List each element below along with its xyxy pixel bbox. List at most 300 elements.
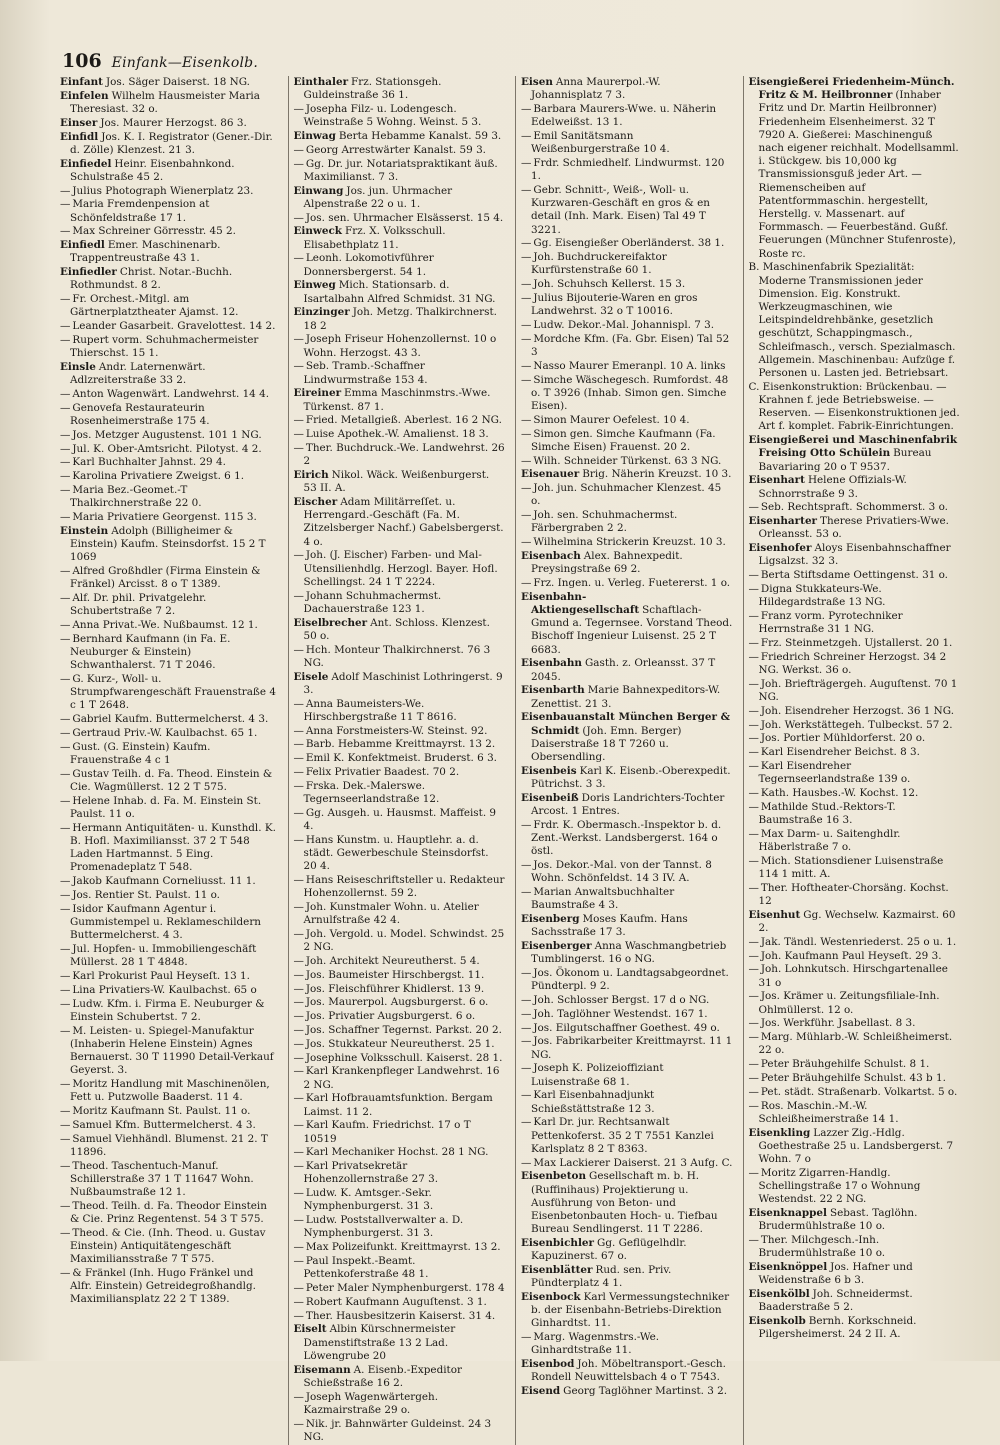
entry-surname: — [521,319,532,331]
entry-details: Gustav Teilh. d. Fa. Theod. Einstein & Cie. Wagmüllerst. 12 2 T 575. [70,767,273,793]
entry-surname: — [521,454,532,467]
entry-details: Joh. Lohnkutsch. Hirschgartenallee 31 o [758,963,948,989]
directory-entry [60,984,278,997]
entry-details: Jos. Fleischführer Khidlerst. 13 9. [305,982,485,995]
entry-details: Alex. Bahnexpedit. Preysingstraße 69 2. [531,549,683,576]
entry-surname: — [60,983,71,996]
directory-entry [521,859,733,885]
directory-entry [60,727,278,740]
entry-surname: — [293,1037,304,1050]
entry-surname: — [293,360,304,373]
entry-surname: — [60,320,71,333]
entry-details: Karl Prokurist Paul Heyseſt. 13 1. [72,969,250,982]
entry-surname: — [60,1104,71,1117]
directory-entry [60,1133,278,1159]
directory-entry [294,725,506,738]
entry-surname: Eisenbahn-Aktiengesellschaft [521,590,640,616]
directory-entry [294,414,506,427]
directory-entry [521,76,733,102]
entry-surname: — [521,427,532,440]
entry-details: Seb. Rechtspraft. Schommerst. 3 o. [760,501,948,514]
directory-entry [294,644,506,670]
entry-details: Max Darm- u. Saitenghdlr. Häberlstraße 7 o. [758,827,901,854]
entry-details: Robert Kaufmann Auguſtenst. 3 1. [305,1295,487,1308]
entry-surname: — [293,968,304,981]
entry-surname: — [293,1065,304,1078]
entry-details: Jos. Portier Mühldorferst. 20 o. [760,732,926,745]
directory-entry [294,306,506,332]
entry-surname: — [521,332,532,345]
directory-entry [749,1207,961,1233]
running-head: Einfank—Eisenkolb. [111,55,258,71]
entry-surname: — [293,252,304,265]
entry-details: Felix Privatier Baadest. 70 2. [305,765,460,778]
entry-details: Gg. Eisengießer Oberländerst. 38 1. [533,237,725,250]
directory-entry [749,909,961,935]
entry-surname: — [748,732,759,745]
entry-surname: — [521,1007,532,1020]
directory-entry [521,792,733,818]
directory-entry [521,550,733,576]
directory-entry [294,901,506,927]
directory-entry [521,1170,733,1236]
directory-entry [60,943,278,969]
directory-entry [521,1008,733,1021]
entry-details: Moses Kaufm. Hans Sachsstraße 17 3. [531,913,688,939]
entry-details: Jul. Hopfen- u. Immobiliengeschäft Müllerst. 28 1 T 4848. [70,942,257,969]
directory-entry [294,983,506,996]
entry-surname: — [60,888,71,901]
entry-details: Emil K. Konfektmeist. Bruderst. 6 3. [305,752,497,765]
directory-entry [294,590,506,616]
entry-details: Therese Privatiers-Wwe. Orleansst. 53 o. [758,515,949,541]
directory-entry [521,657,733,683]
entry-details: Moritz Handlung mit Maschinenölen, Fett u. Putzwolle Baaderst. 11 4. [70,1077,270,1104]
column-4 [743,76,961,1445]
entry-surname: — [521,994,532,1006]
entry-surname: — [748,569,759,582]
directory-entry [749,1234,961,1260]
directory-entry [60,741,278,767]
entry-surname: — [748,854,759,867]
entry-surname: — [521,184,532,196]
directory-entry [521,468,733,481]
page-number: 106 [62,50,102,72]
entry-surname: — [60,767,71,780]
entry-details: (Inhaber Fritz und Dr. Martin Heilbronner) Friedenheim Elsenheimerst. 32 T 7920 A. Gießerei: Maschinenguß nach eigener reichhalt. Modellsamml. i. Stückgew. bis 10,000 kg Transmissionsguß jeder Art. — Riemenscheiben auf Patentformmaschin. hergestellt, Herstellg. v. Massenart. auf Formmasch. — Feuerbeständ. Gußf. Feuerungen (Münchner Stufenroste), Roste rc. [758,89,959,260]
directory-entry [60,1227,278,1267]
directory-entry [294,969,506,982]
directory-entry [60,225,278,238]
entry-surname: — [293,996,304,1009]
directory-entry [60,266,278,292]
entry-surname: Einfiedel [60,157,112,170]
entry-surname: — [748,1058,759,1071]
directory-entry [521,1157,733,1170]
entry-details: Peter Bräuhgehilfe Schulst. 8 1. [760,1058,930,1071]
entry-surname: — [521,576,532,589]
entry-details: Anna Waschmangbetrieb Tumblingerst. 16 o NG. [531,940,727,966]
entry-surname: Eisenhut [748,908,801,921]
entry-details: Bernhard Kaufmann (in Fa. E. Neuburger & Einstein) Schwanthalerst. 71 T 2046. [70,632,231,672]
entry-details: Marg. Mühlarb.-W. Schleißheimerst. 22 o. [758,1031,953,1057]
directory-entry [521,684,733,710]
entry-surname: Einfidl [60,130,99,143]
entry-surname: — [293,157,304,170]
entry-surname: Eisenberger [521,940,592,952]
entry-details: Josepha Filz- u. Lodengesch. Weinstraße 5 Wohng. Weinst. 5 3. [303,103,482,129]
entry-surname: Einstein [60,524,109,537]
entry-details: Jos. K. I. Registrator (Gener.-Dir. d. Zölle) Klenzest. 21 3. [70,130,273,156]
directory-entry [521,184,733,237]
entry-details: Theod. Taschentuch-Manuf. Schillerstraße 37 1 T 11647 Wohn. Nußbaumstraße 12 1. [70,1159,254,1198]
directory-entry [60,673,278,713]
entry-details: Seb. Tramb.-Schaffner Lindwurmstraße 153 4. [303,360,428,386]
entry-surname: Eisenbauanstalt München Berger & Schmidt [521,711,730,737]
entry-details: Marie Bahnexpeditors-W. Zenettist. 21 3. [531,684,721,710]
entry-surname: — [293,806,304,819]
entry-details: Joh. Kaufmann Paul Heyseſt. 29 3. [760,949,942,962]
entry-surname: — [521,373,532,386]
entry-details: Maria Bez.-Geomet.-T Thalkirchnerstraße 22 0. [70,483,202,510]
entry-details: Theod. Teilh. d. Fa. Theodor Einstein & Cie. Prinz Regentenst. 54 3 T 575. [70,1199,267,1225]
directory-entry [294,1310,506,1323]
directory-entry [521,414,733,427]
entry-details: Barbara Maurers-Wwe. u. Näherin Edelweißst. 13 1. [531,103,717,129]
entry-details: Lazzer Zig.-Hdlg. Goethestraße 25 u. Landsbergerst. 7 Wohn. 7 o [758,1126,954,1166]
entry-surname: Einfelen [60,89,109,102]
entry-surname: — [748,963,759,976]
directory-entry [294,1214,506,1240]
entry-surname: Einfant [60,76,103,88]
directory-entry [294,928,506,954]
directory-entry [60,1025,278,1078]
directory-entry [521,333,733,359]
directory-entry [521,360,733,373]
directory-entry [60,484,278,510]
entry-surname: — [60,1118,71,1131]
entry-details: Ludw. K. Amtsger.-Sekr. Nymphenburgerst. 31 3. [303,1187,434,1213]
entry-surname: — [521,292,532,304]
directory-entry [294,1038,506,1051]
entry-details: Pet. städt. Straßenarb. Volkartst. 5 o. [760,1085,958,1098]
entry-details: Joseph K. Polizeioffiziant Luisenstraße 68 1. [531,1062,664,1088]
directory-entry [294,279,506,305]
entry-surname: Eisele [293,670,329,683]
entry-surname: Eisenbod [521,1358,575,1371]
entry-details: Karl Eisenbahnadjunkt Schießstättstraße 12 3. [531,1089,655,1115]
entry-surname: — [293,873,304,886]
directory-entry [294,1119,506,1145]
entry-surname: — [293,697,304,710]
entry-surname: — [293,428,304,441]
entry-details: Aloys Eisenbahnschaffner Ligsalzst. 32 3. [758,542,951,568]
column-2 [288,76,506,1445]
entry-details: Ther. Hoftheater-Chorsäng. Kochst. 12 [758,881,949,908]
entry-surname: — [521,886,532,898]
directory-entry [521,765,733,791]
directory-entry [60,1105,278,1118]
entry-surname: — [60,293,71,306]
entry-details: Maria Fremdenpension at Schönfeldstraße 17 1. [70,198,210,224]
entry-surname: — [748,990,759,1003]
directory-entry [60,822,278,875]
entry-surname: — [521,413,532,426]
entry-surname: — [293,1214,304,1227]
entry-surname: Einzinger [293,306,350,319]
entry-details: Joh. Werkstättegeh. Tulbeckst. 57 2. [760,718,953,731]
entry-details: Karl Vermessungstechniker b. der Eisenbahn-Betriebs-Direktion Ginhardtst. 11. [531,1291,730,1330]
entry-surname: Eisenbach [521,549,581,562]
entry-surname: — [60,1199,71,1212]
entry-surname: — [60,510,71,523]
entry-surname: — [521,278,532,291]
directory-entry [521,428,733,454]
directory-entry [521,130,733,156]
directory-entry [294,496,506,549]
entry-surname: — [60,969,71,982]
entry-surname: Einwang [293,184,344,197]
directory-entry [60,1078,278,1104]
entry-details: Marian Anwaltsbuchhalter Baumstraße 4 3. [531,886,675,912]
entry-details: Andr. Laternenwärt. Adlzreiterstraße 33 2. [70,360,206,387]
entry-details: Georg Arrestwärter Kanalst. 59 3. [305,143,486,156]
directory-entry [521,1116,733,1156]
entry-details: Karl Krankenpfleger Landwehrst. 16 2 NG. [303,1065,500,1091]
entry-surname: — [293,738,304,751]
entry-surname: — [748,1099,759,1112]
entry-surname: Eisen [521,76,553,88]
entry-surname: — [521,536,532,549]
entry-details: Jos. Baumeister Hirschbergst. 11. [305,968,485,981]
entry-surname: — [748,677,759,690]
entry-surname: — [60,1077,71,1090]
entry-details: Leonh. Lokomotivführer Donnersbergerst. 54 1. [303,252,434,278]
entry-surname: Eisengießerei Friedenheim-Münch. Fritz & M. Heilbronner [748,76,955,102]
directory-entry [749,637,961,650]
directory-entry [294,1364,506,1390]
entry-surname: — [60,902,71,915]
entry-details: Kath. Hausbes.-W. Kochst. 12. [760,787,919,800]
entry-surname: — [293,1254,304,1267]
directory-entry [521,711,733,764]
entry-details: Marg. Wagenmstrs.-We. Ginhardtstraße 11. [531,1331,660,1357]
entry-details: C. Eisenkonstruktion: Brückenbau. — Krahnen f. jede Betriebsweise. — Reserven. — Eisenkonstruktionen jed. Art f. komplet. Fabrik-Einrichtungen. [748,380,960,433]
entry-surname: Eisenbahn [521,657,582,670]
directory-entry [749,569,961,582]
entry-surname: Eisenkolb [748,1315,806,1328]
entry-surname: — [748,787,759,800]
directory-entry [749,1315,961,1341]
entry-details: Jos. Schaffner Tegernst. Parkst. 20 2. [305,1023,502,1036]
entry-details: Genovefa Restaurateurin Rosenheimerstraße 175 4. [70,401,210,427]
entry-surname: Eisenbichler [521,1237,595,1249]
directory-entry [521,237,733,250]
entry-details: Karl Kaufm. Friedrichst. 17 o T 10519 [303,1119,471,1145]
directory-entry [294,225,506,251]
entry-details: Ludw. Kfm. i. Firma E. Neuburger & Einstein Schubertst. 7 2. [70,997,265,1023]
directory-entry [294,130,506,143]
entry-surname: Eiselbrecher [293,616,368,629]
entry-details: Frska. Dek.-Malerswe. Tegernseerlandstraße 12. [303,779,440,805]
entry-surname: — [293,1295,304,1308]
entry-surname: — [748,650,759,663]
entry-surname: — [60,740,71,753]
entry-surname: Einweg [293,279,336,292]
entry-surname: Eisenbeis [521,764,577,777]
directory-entry [60,592,278,618]
entry-details: Peter Maler Nymphenburgerst. 178 4 [305,1281,505,1294]
entry-details: Joh. Taglöhner Westendst. 167 1. [533,1007,708,1020]
entry-details: Ant. Schloss. Klenzest. 50 o. [303,616,490,642]
entry-surname: — [60,1226,71,1239]
entry-surname: — [293,833,304,846]
directory-entry [749,1100,961,1126]
directory-entry [294,387,506,413]
entry-surname: — [293,982,304,995]
directory-entry [294,442,506,468]
entry-details: Karl Privatsekretär Hohenzollernstraße 27 3. [303,1160,439,1186]
entry-surname: — [521,1116,532,1129]
directory-entry [60,1160,278,1200]
directory-entry [294,549,506,589]
entry-surname: — [60,1024,71,1037]
entry-surname: — [521,1021,532,1034]
entry-details: Gg. Ausgeh. u. Hausmst. Maffeist. 9 4. [303,806,497,832]
entry-surname: Eirich [293,468,329,481]
directory-entry [294,333,506,359]
entry-details: Ther. Milchgesch.-Inh. Brudermühlstraße 10 o. [758,1234,886,1260]
directory-entry [60,1267,278,1307]
entry-details: Hans Kunstm. u. Hauptlehr. a. d. städt. Gewerbeschule Steinsdorfst. 20 4. [303,833,489,873]
entry-details: Anna Maurerpol.-W. Johannisplatz 7 3. [531,76,661,102]
directory-entry [521,103,733,129]
entry-details: Jos. Werkführ. Jsabellast. 8 3. [760,1017,916,1030]
entry-details: Schaftlach-Gmund a. Tegernsee. Vorstand Theod. Bischoff Ingenieur Luisenst. 25 2 T 6683. [531,603,733,656]
directory-entry [749,434,961,474]
directory-entry [749,515,961,541]
entry-surname: — [293,1010,304,1023]
directory-entry [521,509,733,535]
entry-details: B. Maschinenfabrik Spezialität: Moderne Transmissionen jeder Dimension. Eig. Konstrukt. Werkzeugmaschinen, wie Leitspindeldrehbänke, gesetzlich geschützt, Schappingmasch., Schleifmasch., versch. Spezialmasch. Allgemein. Maschinenbau: Aufzüge f. Personen u. Lasten jed. Betriebsart. [748,261,956,380]
directory-entry [60,361,278,387]
entry-surname: — [748,1085,759,1098]
directory-entry [749,583,961,609]
entry-details: Joh. Schlosser Bergst. 17 d o NG. [533,994,710,1006]
entry-surname: — [293,1241,304,1254]
entry-details: Gertraud Priv.-W. Kaulbachst. 65 1. [72,726,258,739]
directory-entry [294,185,506,211]
entry-details: Gg. Dr. jur. Notariatspraktikant äuß. Maximilianst. 7 3. [303,157,498,183]
entry-surname: — [521,818,532,831]
entry-details: Hans Reiseschriftsteller u. Redakteur Hohenzollernst. 59 2. [303,873,505,900]
entry-details: Berta Hebamme Kanalst. 59 3. [338,130,502,142]
entry-details: Joseph Friseur Hohenzollernst. 10 o Wohn. Herzogst. 43 3. [303,333,497,359]
entry-surname: Eisenauer [521,468,580,481]
directory-entry [294,752,506,765]
entry-surname: — [60,564,71,577]
entry-details: Rupert vorm. Schuhmachermeister Thierschst. 15 1. [70,333,259,360]
directory-entry [60,293,278,319]
entry-details: Frdr. K. Obermasch.-Inspektor b. d. Zent.-Werkst. Landsbergerst. 164 o östl. [531,818,722,858]
entry-details: Max Polizeifunkt. Kreittmayrst. 13 2. [305,1241,501,1254]
entry-details: Heinr. Eisenbahnkond. Schulstraße 45 2. [70,157,235,183]
directory-entry [60,875,278,888]
entry-surname: — [748,583,759,596]
entry-surname: — [293,643,304,656]
entry-details: Fr. Orchest.-Mitgl. am Gärtnerplatztheater Ajamst. 12. [70,293,239,319]
directory-entry [521,994,733,1007]
entry-surname: Eisenhart [748,474,805,487]
entry-details: Helene Offizials-W. Schnorrstraße 9 3. [758,474,907,500]
entry-surname: Eisend [521,1385,561,1398]
directory-entry [521,1022,733,1035]
column-3 [515,76,733,1445]
entry-surname: Eisenblätter [521,1264,593,1276]
entry-surname: — [60,387,71,400]
entry-details: Jos. Stukkateur Neureutherst. 25 1. [305,1037,495,1050]
entry-surname: — [748,827,759,840]
directory-entry [521,482,733,508]
entry-details: Nasso Maurer Emeranpl. 10 A. links [533,359,726,372]
entry-surname: — [60,1159,71,1172]
entry-surname: — [521,859,532,871]
entry-details: Joh. Metzg. Thalkirchnerst. 18 2 [303,306,497,332]
entry-surname: — [293,1051,304,1064]
directory-entry [60,795,278,821]
entry-details: Fried. Metallgieß. Aberlest. 16 2 NG. [305,414,502,427]
directory-entry [294,617,506,643]
directory-entry [294,1160,506,1186]
entry-details: Adolph (Billigheimer & Einstein) Kaufm. Steinsdorfst. 15 2 T 1069 [70,524,266,564]
entry-details: Bureau Bavariaring 20 o T 9537. [758,447,932,473]
entry-details: Gg. Wechselw. Kazmairst. 60 2. [758,908,956,935]
directory-entry [749,1288,961,1314]
entry-surname: — [60,442,71,455]
entry-details: M. Leisten- u. Spiegel-Manufaktur (Inhaberin Helene Einstein) Agnes Bernauerst. 30 T 11990 Detail-Verkauf Geyerst. 3. [70,1024,274,1077]
entry-details: Maria Privatiere Georgenst. 115 3. [72,510,257,523]
entry-surname: — [293,752,304,765]
directory-entry [521,886,733,912]
directory-entry [294,252,506,278]
directory-entry [521,1237,733,1263]
directory-entry [60,768,278,794]
directory-entry [294,698,506,724]
entry-surname: — [60,198,71,211]
directory-entry [521,1089,733,1115]
entry-surname: — [293,765,304,778]
entry-surname: — [521,1062,532,1075]
entry-details: Max Lackierer Daiserst. 21 3 Aufg. C. [533,1156,733,1169]
directory-entry [749,963,961,989]
directory-entry [294,874,506,900]
directory-entry [60,970,278,983]
directory-entry [521,157,733,183]
entry-details: Leander Gasarbeit. Gravelottest. 14 2. [72,320,276,333]
directory-entry [521,1358,733,1384]
directory-entry [60,903,278,943]
entry-surname: Eisenkölbl [748,1288,810,1301]
entry-surname: — [521,359,532,372]
directory-entry [294,212,506,225]
directory-entry [294,1296,506,1309]
directory-entry [294,996,506,1009]
directory-entry [60,388,278,401]
entry-details: Jakob Kaufmann Corneliusst. 11 1. [72,875,256,888]
entry-details: Jos. Krämer u. Zeitungsfiliale-Inh. Ohlmüllerst. 12 o. [758,990,940,1016]
directory-entry [749,474,961,500]
entry-surname: — [748,610,759,623]
